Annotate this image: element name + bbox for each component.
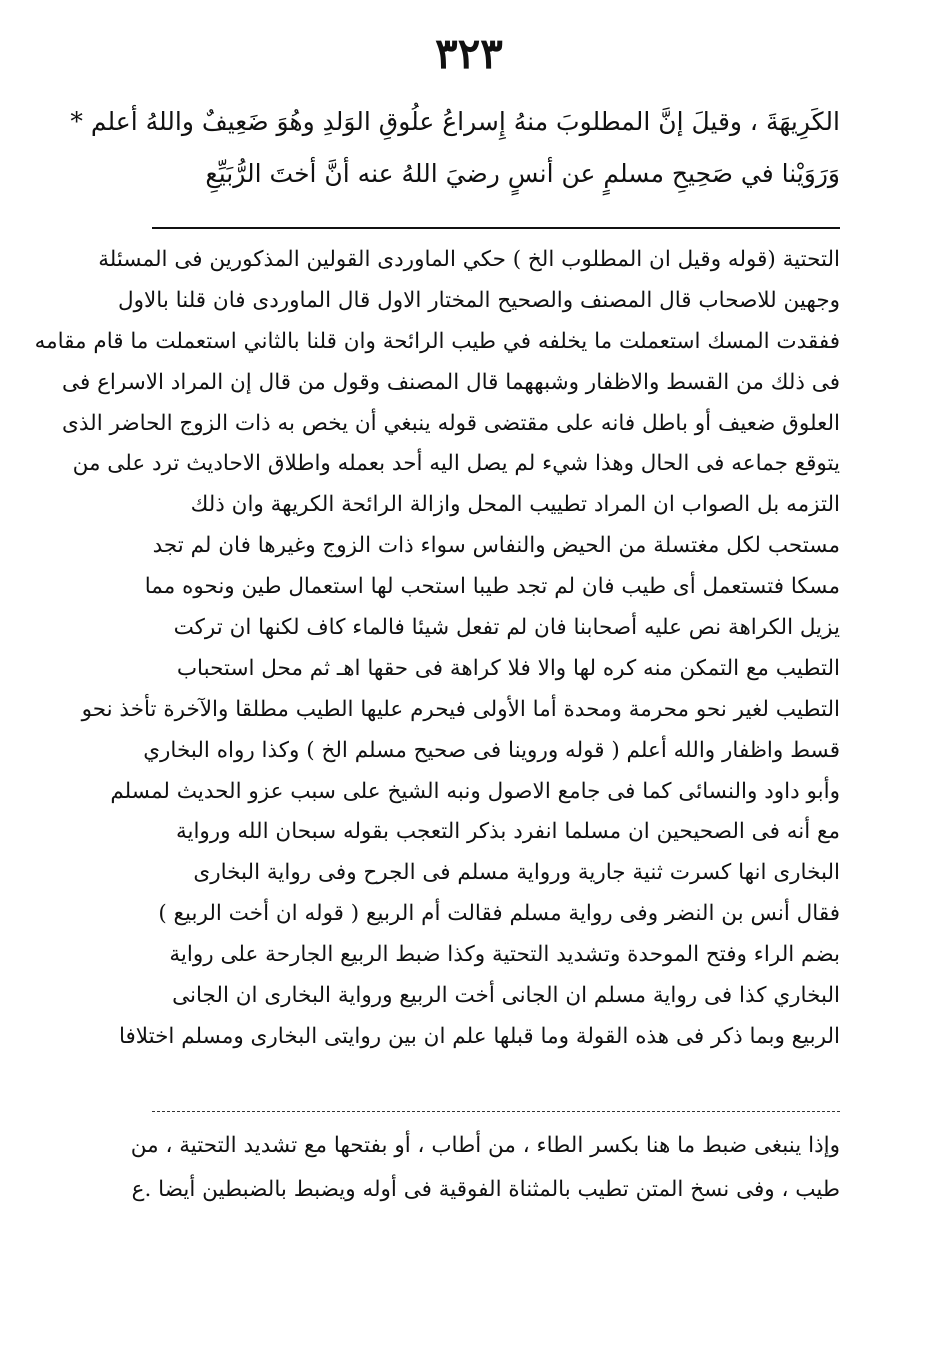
commentary-line: فقال أنس بن النضر وفى رواية مسلم فقالت أم الربيع ( قوله ان أخت الربيع ) <box>158 901 840 927</box>
commentary-line: الربيع وبما ذكر فى هذه القولة وما قبلها علم ان بين روايتى البخارى ومسلم اختلافا <box>118 1023 840 1049</box>
commentary-line: التزمه بل الصواب ان المراد تطييب المحل وازالة الرائحة الكريهة وان ذلك <box>190 492 840 518</box>
footnote-text <box>130 1124 840 1212</box>
commentary-line: مستحب لكل مغتسلة من الحيض والنفاس سواء ذات الزوج وغيرها فان لم تجد <box>152 533 840 559</box>
footnote-line: طيب ، وفى نسخ المتن تطيب بالمثناة الفوقية فى أوله ويضبط بالضبطين أيضا .ع <box>131 1177 840 1202</box>
commentary-line: مع أنه فى الصحيحين ان مسلما انفرد بذكر التعجب بقوله سبحان الله ورواية <box>175 819 840 845</box>
commentary-line: فى ذلك من القسط والاظفار وشبههما قال المصنف وقول من قال إن المراد الاسراع فى <box>62 369 840 395</box>
footnote-line: وإذا ينبغى ضبط ما هنا بكسر الطاء ، من أطاب ، أو بفتحها مع تشديد التحتية ، من <box>130 1133 840 1158</box>
commentary-text <box>34 240 840 1058</box>
commentary-line: وجهين للاصحاب قال المصنف والصحيح المختار الاول قال الماوردى فان قلنا بالاول <box>118 287 840 313</box>
commentary-line: البخارى انها كسرت ثنية جارية ورواية مسلم فى الجرح وفى رواية البخارى <box>193 860 840 886</box>
commentary-line: قسط واظفار والله أعلم ( قوله وروينا فى صحيح مسلم الخ ) وكذا رواه البخاري <box>143 737 840 763</box>
commentary-line: التحتية (قوله وقيل ان المطلوب الخ ) حكي الماوردى القولين المذكورين فى المسئلة <box>98 247 840 272</box>
page-number: ٣٢٣ <box>435 29 503 78</box>
commentary-line: بضم الراء وفتح الموحدة وتشديد التحتية وكذا ضبط الربيع الجارحة على رواية <box>169 942 840 968</box>
commentary-divider <box>152 227 840 229</box>
commentary-line: البخاري كذا فى رواية مسلم ان الجانى أخت الربيع ورواية البخارى ان الجانى <box>172 983 840 1009</box>
commentary-line: يتوقع جماعه فى الحال وهذا شيء لم يصل اليه أحد بعمله واطلاق الاحاديث ترد على من <box>72 451 840 477</box>
commentary-line: وأبو داود والنسائى كما فى جامع الاصول ونبه الشيخ على سبب عزو الحديث لمسلم <box>110 778 840 804</box>
commentary-line: التطيب لغير نحو محرمة ومحدة أما الأولى فيحرم عليها الطيب مطلقا والآخرة تأخذ نحو <box>81 696 840 722</box>
commentary-line: يزيل الكراهة نص عليه أصحابنا فان لم تفعل شيئا فالماء كاف لكنها ان تركت <box>173 615 840 641</box>
commentary-line: مسكا فتستعمل أى طيب فان لم تجد طيبا استحب لها استعمال طين ونحوه مما <box>144 574 840 600</box>
matn-line: وَرَوَيْنا في صَحِيحِ مسلمٍ عن أنسٍ رضيَ اللهُ عنه أنَّ أختَ الرُّبَيِّعِ <box>205 159 840 188</box>
commentary-line: ففقدت المسك استعملت ما يخلفه في طيب الرائحة وان قلنا بالثاني استعملت ما قام مقامه <box>34 328 840 354</box>
commentary-line: التطيب مع التمكن منه كره لها والا فلا كراهة فى حقها اهـ ثم محل استحباب <box>176 655 840 681</box>
matn-text <box>70 96 840 200</box>
matn-line: الكَرِيهَةَ ، وقيلَ إنَّ المطلوبَ منهُ إِسراعُ علُوقِ الوَلدِ وهُوَ ضَعِيفٌ واللهُ أعلم * <box>70 107 840 136</box>
commentary-line: العلوق ضعيف أو باطل فانه على مقتضى قوله ينبغي أن يخص به ذات الزوج الحاضر الذى <box>62 410 840 436</box>
footnote-divider <box>152 1111 840 1112</box>
